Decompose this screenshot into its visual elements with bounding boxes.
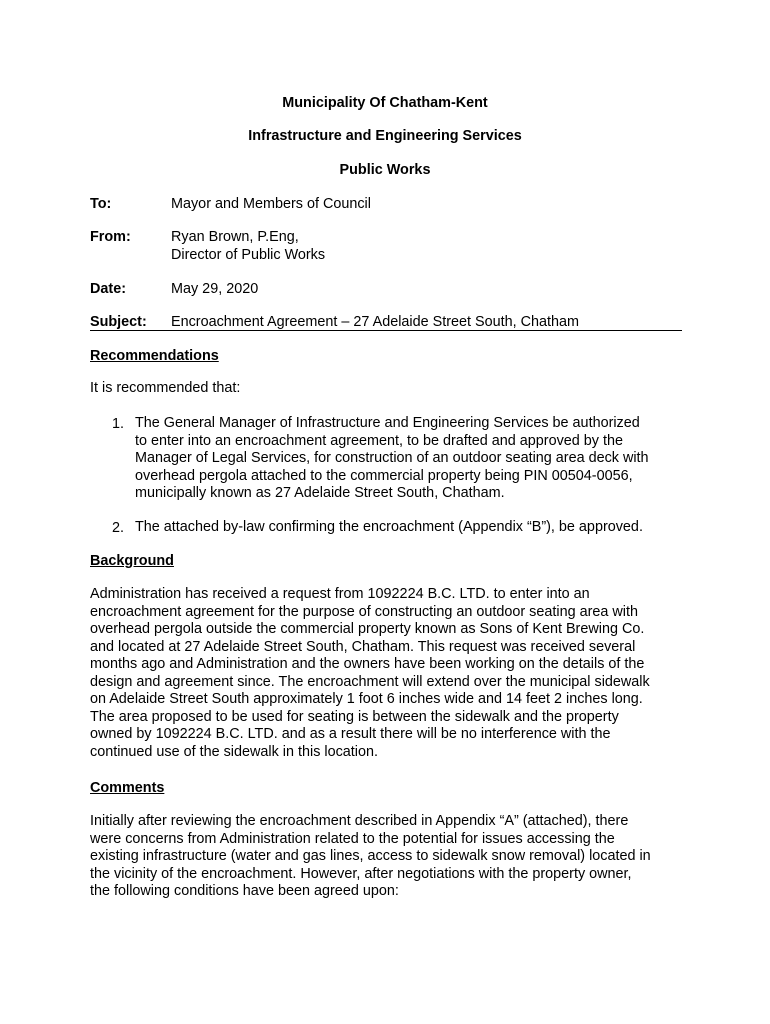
paragraph-line: overhead pergola outside the commercial property known as Sons of Kent Brewing Co. [90,621,645,637]
subject-divider [90,330,682,331]
intro-line: It is recommended that: [90,380,241,396]
recommendation-item-2 [135,519,695,537]
item-line: Manager of Legal Services, for construction of an outdoor seating area deck with [135,450,649,466]
to-label: To: [90,196,112,212]
paragraph-line: Initially after reviewing the encroachment described in Appendix “A” (attached), there [90,813,629,829]
paragraph-line: the following conditions have been agreed upon: [90,883,399,899]
item-2-number: 2. [112,520,125,536]
comments-paragraph [90,813,690,901]
department-heading: Infrastructure and Engineering Services [248,128,522,144]
recommendations-heading: Recommendations [90,348,219,364]
item-1-number: 1. [112,416,125,432]
paragraph-line: continued use of the sidewalk in this location. [90,743,378,760]
date-label: Date: [90,281,126,297]
paragraph-line: and located at 27 Adelaide Street South, Chatham. This request was received several [90,638,636,655]
subject-label: Subject: [90,314,147,330]
item-line: overhead pergola attached to the commercial property being PIN 00504-0056, [135,467,633,484]
from-name: Ryan Brown, P.Eng, [171,229,299,245]
to-value: Mayor and Members of Council [171,196,371,212]
paragraph-line: The area proposed to be used for seating is between the sidewalk and the property [90,708,619,725]
item-line: The General Manager of Infrastructure and Engineering Services be authorized [135,415,640,431]
municipality-heading: Municipality Of Chatham-Kent [282,95,488,111]
from-title: Director of Public Works [171,247,326,263]
item-line: to enter into an encroachment agreement, to be drafted and approved by the [135,432,624,449]
paragraph-line: existing infrastructure (water and gas lines, access to sidewalk snow removal) located in [90,848,651,864]
paragraph-line: the vicinity of the encroachment. However, after negotiations with the property owner, [90,865,632,882]
paragraph-line: Administration has received a request from 1092224 B.C. LTD. to enter into an [90,586,590,602]
paragraph-line: were concerns from Administration related to the potential for issues accessing the [90,830,615,847]
recommendation-item-1 [135,415,695,503]
division-heading: Public Works [339,162,431,178]
background-paragraph [90,586,690,761]
date-value: May 29, 2020 [171,281,259,297]
paragraph-line: on Adelaide Street South approximately 1 foot 6 inches wide and 14 feet 2 inches long. [90,691,643,707]
recommendations-intro [90,380,690,398]
paragraph-line: encroachment agreement for the purpose of constructing an outdoor seating area with [90,603,638,620]
subject-value: Encroachment Agreement – 27 Adelaide Street South, Chatham [171,314,579,330]
from-label: From: [90,229,131,245]
paragraph-line: months ago and Administration and the owners have been working on the details of the [90,656,645,672]
paragraph-line: design and agreement since. The encroachment will extend over the municipal sidewalk [90,673,650,690]
paragraph-line: owned by 1092224 B.C. LTD. and as a result there will be no interference with the [90,726,611,742]
background-heading: Background [90,553,174,569]
comments-heading: Comments [90,780,165,796]
item-line: municipally known as 27 Adelaide Street South, Chatham. [135,485,505,501]
item-line: The attached by-law confirming the encroachment (Appendix “B”), be approved. [135,519,643,535]
